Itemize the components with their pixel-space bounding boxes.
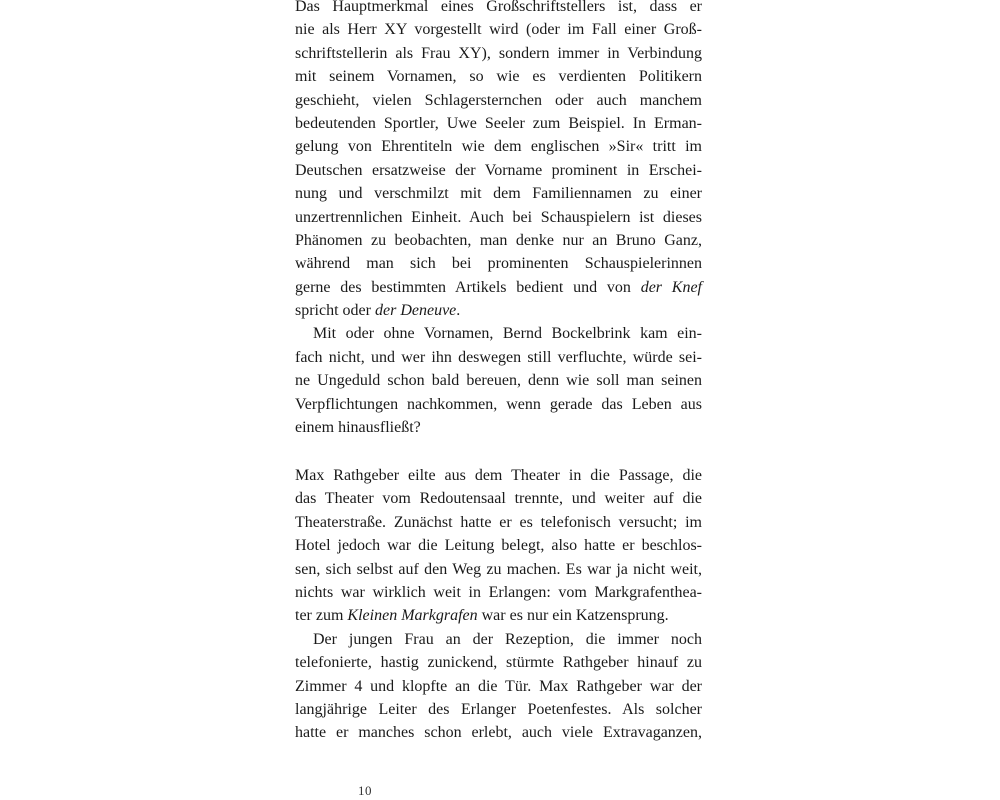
text-line: Hotel jedoch war die Leitung belegt, also hatte er beschlos-: [295, 537, 702, 555]
text-run: spricht oder: [295, 302, 375, 320]
text-run: war es nur ein Katzensprung.: [477, 607, 669, 625]
italic-title: Kleinen Markgrafen: [347, 607, 478, 625]
text-line: nie als Herr XY vorgestellt wird (oder im Fall einer Groß-: [295, 21, 702, 39]
text-run: ter zum: [295, 607, 348, 625]
text-line: schriftstellerin als Frau XY), sondern immer in Verbindung: [295, 44, 702, 62]
italic-name: der Knef: [640, 278, 703, 296]
text-line: Phänomen zu beobachten, man denke nur an Bruno Ganz,: [295, 231, 702, 249]
italic-name: der Deneuve: [374, 302, 457, 320]
text-section-2: [295, 464, 702, 745]
text-line: ne Ungeduld schon bald bereuen, denn wie soll man seinen: [295, 372, 702, 390]
text-line: einem hinausfließt?: [295, 419, 421, 437]
text-line: gelung von Ehrentiteln wie dem englischen »Sir« tritt im: [295, 138, 702, 156]
text-line: während man sich bei prominenten Schauspielerinnen: [295, 255, 702, 273]
text-line: hatte er manches schon erlebt, auch viele Extravaganzen,: [295, 724, 702, 742]
text-line: Der jungen Frau an der Rezeption, die immer noch: [313, 630, 702, 648]
text-line: telefonierte, hastig zunickend, stürmte Rathgeber hinauf zu: [295, 654, 702, 672]
text-line: das Theater vom Redoutensaal trennte, und weiter auf die: [295, 490, 702, 508]
text-line: nichts war wirklich weit in Erlangen: vom Markgrafenthea-: [295, 583, 702, 601]
text-line: Theaterstraße. Zunächst hatte er es telefonisch versucht; im: [295, 513, 702, 531]
text-line: Zimmer 4 und klopfte an die Tür. Max Rathgeber war der: [295, 677, 702, 695]
text-line: unzertrennlichen Einheit. Auch bei Schauspielern ist dieses: [295, 208, 702, 226]
text-line: sen, sich selbst auf den Weg zu machen. Es war ja nicht weit,: [295, 560, 702, 578]
text-line: [295, 276, 702, 299]
text-run: gerne des bestimmten Artikels bedient und von: [295, 278, 641, 296]
text-section-1: [295, 0, 702, 439]
page-number: 10: [358, 783, 372, 798]
text-line: Deutschen ersatzweise der Vorname prominent in Erschei-: [295, 161, 702, 179]
text-line: mit seinem Vornamen, so wie es verdienten Politikern: [295, 68, 702, 86]
text-line: [295, 604, 702, 627]
text-line: langjährige Leiter des Erlanger Poetenfestes. Als solcher: [295, 700, 702, 718]
text-line: bedeutenden Sportler, Uwe Seeler zum Beispiel. In Erman-: [295, 114, 702, 132]
text-line: Das Hauptmerkmal eines Großschriftstellers ist, dass er: [295, 0, 702, 15]
text-run: .: [456, 302, 461, 320]
text-line: Verpflichtungen nachkommen, wenn gerade das Leben aus: [295, 395, 702, 413]
text-line: geschieht, vielen Schlagersternchen oder auch manchem: [295, 91, 702, 109]
text-line: Max Rathgeber eilte aus dem Theater in die Passage, die: [295, 467, 702, 484]
text-line: Mit oder ohne Vornamen, Bernd Bockelbrink kam ein-: [313, 325, 702, 343]
text-line: nung und verschmilzt mit dem Familiennamen zu einer: [295, 185, 702, 203]
text-line: [295, 299, 702, 322]
text-line: fach nicht, und wer ihn deswegen still verfluchte, würde sei-: [295, 348, 702, 366]
